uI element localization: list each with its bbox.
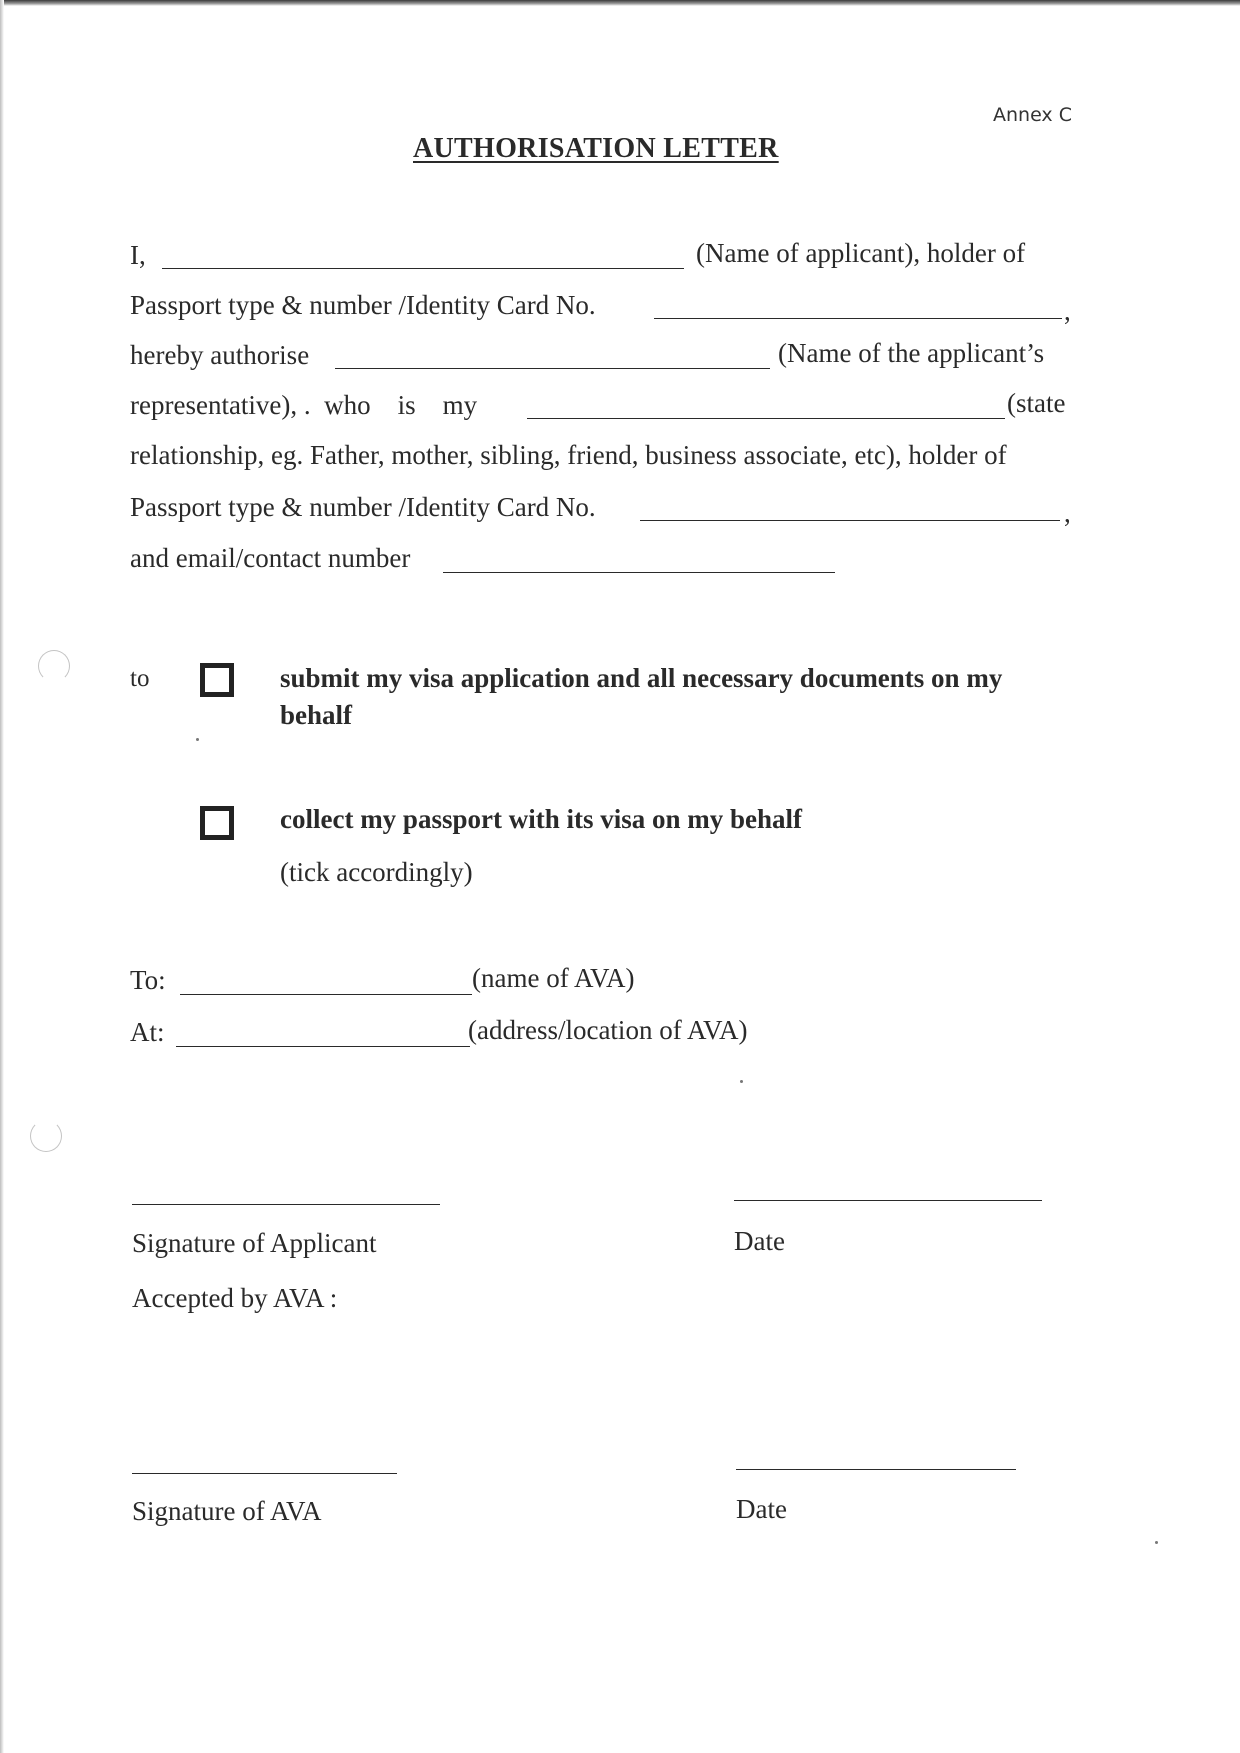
scan-speck [1155,1541,1158,1544]
applicant-signature-label: Signature of Applicant [132,1228,377,1258]
representative-passport-label: Passport type & number /Identity Card No. [130,492,596,522]
applicant-date-field[interactable] [734,1200,1042,1201]
scan-speck [196,738,199,741]
ava-date-label: Date [736,1494,787,1524]
scan-edge-left [0,0,4,1753]
punch-hole-bottom [30,1120,62,1152]
intro-prefix: I, [130,240,146,270]
submit-option-line1: submit my visa application and all necessary documents on my [280,663,1003,693]
contact-label: and email/contact number [130,543,411,573]
ava-location-field[interactable] [176,1046,470,1047]
ava-to-label: To: [130,965,166,995]
annex-label: Annex C [993,104,1072,126]
accepted-by-ava-label: Accepted by AVA : [132,1283,338,1313]
applicant-passport-label: Passport type & number /Identity Card No. [130,290,596,320]
collect-option: collect my passport with its visa on my behalf [280,804,802,834]
applicant-date-label: Date [734,1226,785,1256]
ava-name-hint: (name of AVA) [472,963,635,993]
document-title: AUTHORISATION LETTER [413,133,779,164]
contact-field[interactable] [443,572,835,573]
relationship-label: representative), . who is my [130,390,478,420]
representative-passport-comma: , [1064,498,1071,528]
ava-signature-field[interactable] [132,1473,397,1474]
applicant-passport-field[interactable] [654,318,1062,319]
representative-name-field[interactable] [335,368,770,369]
submit-option-line2: behalf [280,700,353,730]
applicant-signature-field[interactable] [132,1204,440,1205]
to-label: to [130,665,150,692]
ava-date-field[interactable] [736,1469,1016,1470]
relationship-field[interactable] [527,418,1005,419]
scan-speck [740,1080,743,1083]
relationship-examples: relationship, eg. Father, mother, sibling, friend, business associate, etc), holder of [130,440,1007,470]
scan-edge-top [0,0,1240,6]
collect-checkbox[interactable] [200,806,234,840]
ava-signature-label: Signature of AVA [132,1496,322,1526]
punch-hole-top [38,650,70,682]
applicant-name-hint: (Name of applicant), holder of [696,238,1026,268]
representative-passport-field[interactable] [640,520,1060,521]
applicant-name-field[interactable] [162,268,684,269]
ava-location-hint: (address/location of AVA) [468,1015,748,1045]
tick-note: (tick accordingly) [280,857,473,887]
authorise-label: hereby authorise [130,340,310,370]
relationship-hint: (state [1007,388,1066,418]
submit-checkbox[interactable] [200,663,234,697]
ava-name-field[interactable] [180,994,472,995]
representative-name-hint: (Name of the applicant’s [778,338,1045,368]
applicant-passport-comma: , [1064,296,1071,326]
ava-at-label: At: [130,1017,165,1047]
